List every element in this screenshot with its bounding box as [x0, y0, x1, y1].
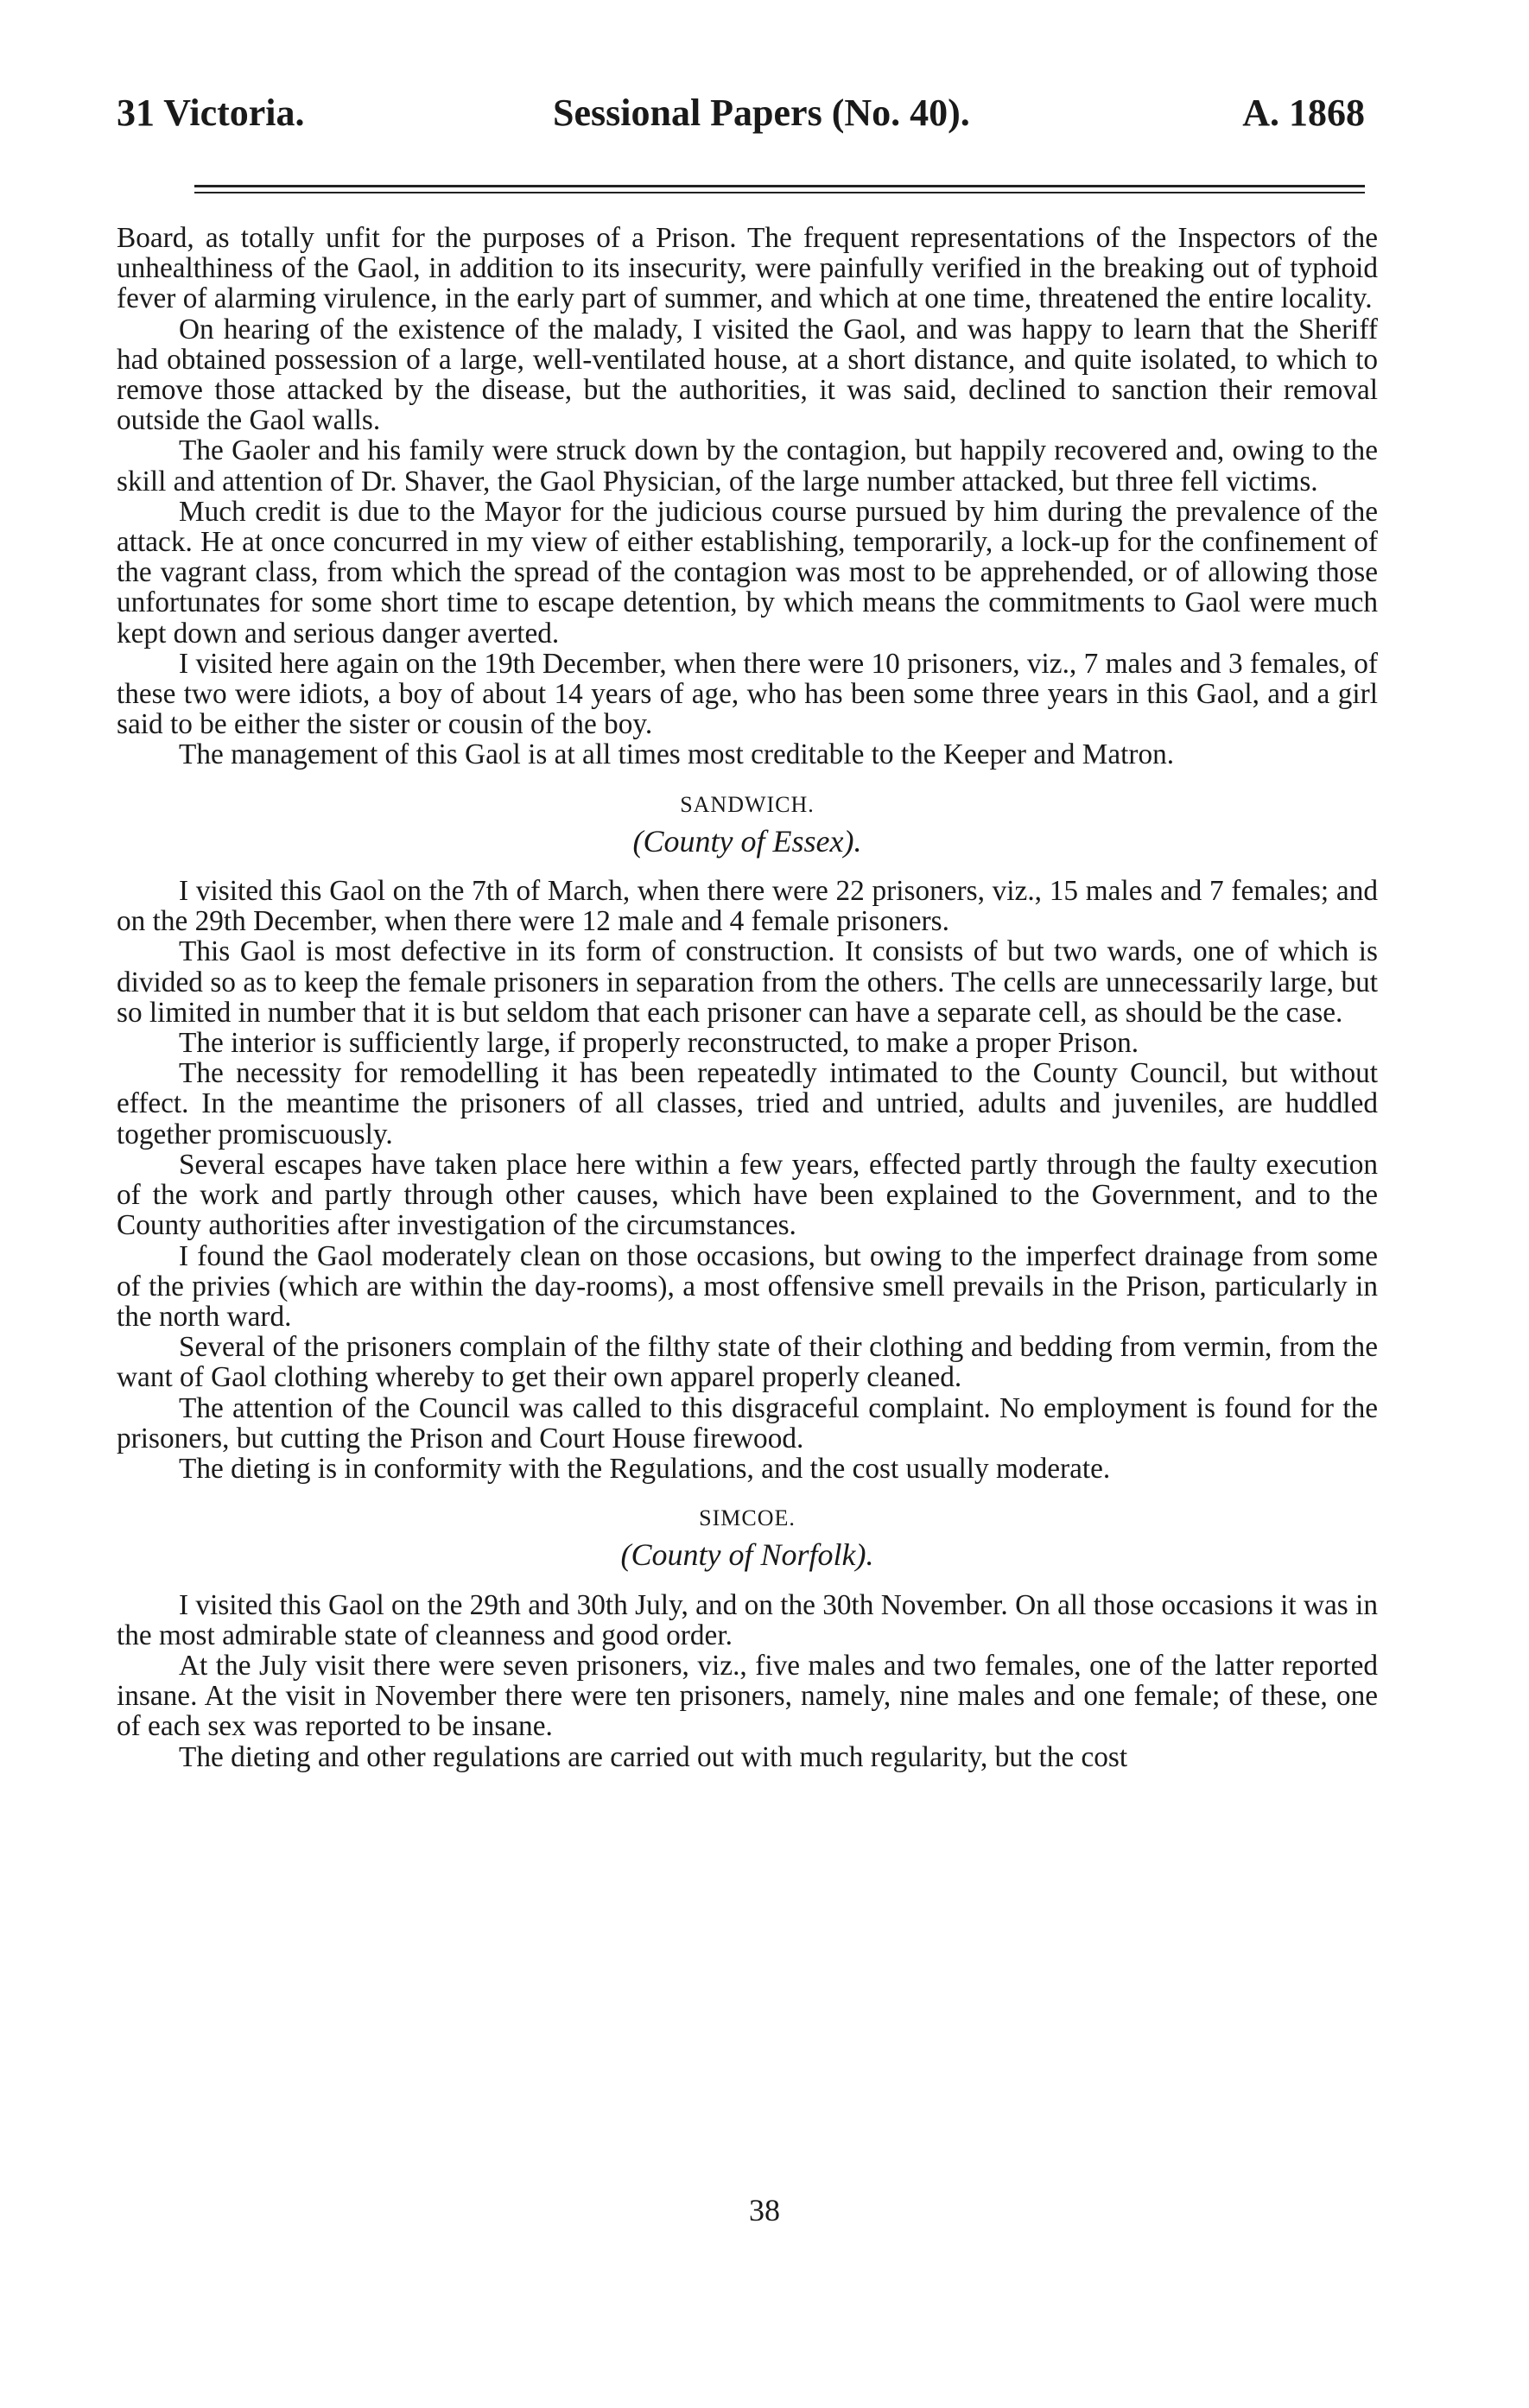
paragraph: Board, as totally unfit for the purposes of a Prison. The frequent representations of the Inspectors of the unhealthiness of the Gaol, in addition to its insecurity, were painfully verified in the breaking out of typhoid fever of alarming virulence, in the early part of summer, and which at one time, threatened the entire locality.: [117, 222, 1378, 315]
paragraph: On hearing of the existence of the malady, I visited the Gaol, and was happy to learn that the Sheriff had obtained possession of a large, well-ventilated house, at a short distance, and quite isolated, to which to remove those attacked by the disease, but the authorities, it was said, declined to sanction their removal outside the Gaol walls.: [117, 313, 1378, 437]
paragraph: At the July visit there were seven prisoners, viz., five males and two females, one of the latter reported insane. At the visit in November there were ten prisoners, namely, nine males and one female; of these, one of each sex was reported to be insane.: [117, 1649, 1378, 1743]
header-rule-thin: [194, 192, 1365, 193]
paragraph: The necessity for remodelling it has been repeatedly intimated to the County Council, but without effect. In the meantime the prisoners of all classes, tried and untried, adults and juveniles, are huddled together promiscuously.: [117, 1057, 1378, 1150]
paragraph: I visited here again on the 19th December, when there were 10 prisoners, viz., 7 males and 3 females, of these two were idiots, a boy of about 14 years of age, who has been some three years in this Gaol, and a girl said to be either the sister or cousin of the boy.: [117, 647, 1378, 741]
paragraph: This Gaol is most defective in its form of construction. It consists of but two wards, one of which is divided so as to keep the female prisoners in separation from the others. The cells are unnecessarily large, but so limited in number that it is but seldom that each prisoner can have a separate cell, as should be the case.: [117, 935, 1378, 1029]
section-heading-simcoe: SIMCOE.: [699, 1505, 796, 1531]
header-session: 31 Victoria.: [117, 92, 305, 134]
page-body: [117, 223, 1378, 1772]
paragraph: The dieting and other regulations are carried out with much regularity, but the cost: [179, 1740, 1128, 1773]
paragraph: Much credit is due to the Mayor for the judicious course pursued by him during the prevalence of the attack. He at once concurred in my view of either establishing, temporarily, a lock-up for the confinement of the vagrant class, from which the spread of the contagion was most to be apprehended, or of allowing those unfortunates for some short time to escape detention, by which means the commitments to Gaol were much kept down and serious danger averted.: [117, 495, 1378, 650]
paragraph: The management of this Gaol is at all times most creditable to the Keeper and Matron.: [179, 738, 1175, 771]
header-year: A. 1868: [1242, 92, 1365, 134]
paragraph: I visited this Gaol on the 7th of March, when there were 22 prisoners, viz., 15 males and 7 females; and on the 29th December, when there were 12 male and 4 female prisoners.: [117, 875, 1378, 938]
paragraph: Several of the prisoners complain of the filthy state of their clothing and bedding from vermin, from the want of Gaol clothing whereby to get their own apparel properly cleaned.: [117, 1331, 1378, 1394]
section-heading-sandwich: SANDWICH.: [680, 791, 815, 817]
paragraph: The Gaoler and his family were struck down by the contagion, but happily recovered and, owing to the skill and attention of Dr. Shaver, the Gaol Physician, of the large number attacked, but three fell victims.: [117, 434, 1378, 497]
header-title: Sessional Papers (No. 40).: [553, 92, 970, 134]
paragraph: The dieting is in conformity with the Regulations, and the cost usually moderate.: [179, 1452, 1111, 1485]
paragraph: The attention of the Council was called to this disgraceful complaint. No employment is found for the prisoners, but cutting the Prison and Court House firewood.: [117, 1391, 1378, 1454]
running-header: [117, 91, 1382, 143]
header-rule-thick: [194, 185, 1365, 187]
paragraph: The interior is sufficiently large, if properly reconstructed, to make a proper Prison.: [179, 1027, 1139, 1060]
section-subheading-sandwich: (County of Essex).: [632, 823, 862, 859]
page-number: 38: [749, 2193, 780, 2227]
section-subheading-simcoe: (County of Norfolk).: [620, 1537, 874, 1573]
paragraph: I visited this Gaol on the 29th and 30th July, and on the 30th November. On all those occasions it was in the most admirable state of cleanness and good order.: [117, 1588, 1378, 1651]
paragraph: Several escapes have taken place here within a few years, effected partly through the faulty execution of the work and partly through other causes, which have been explained to the Government, and to the County authorities after investigation of the circumstances.: [117, 1148, 1378, 1242]
paragraph: I found the Gaol moderately clean on those occasions, but owing to the imperfect drainage from some of the privies (which are within the day-rooms), a most offensive smell prevails in the Prison, particularly in the north ward.: [117, 1239, 1378, 1333]
